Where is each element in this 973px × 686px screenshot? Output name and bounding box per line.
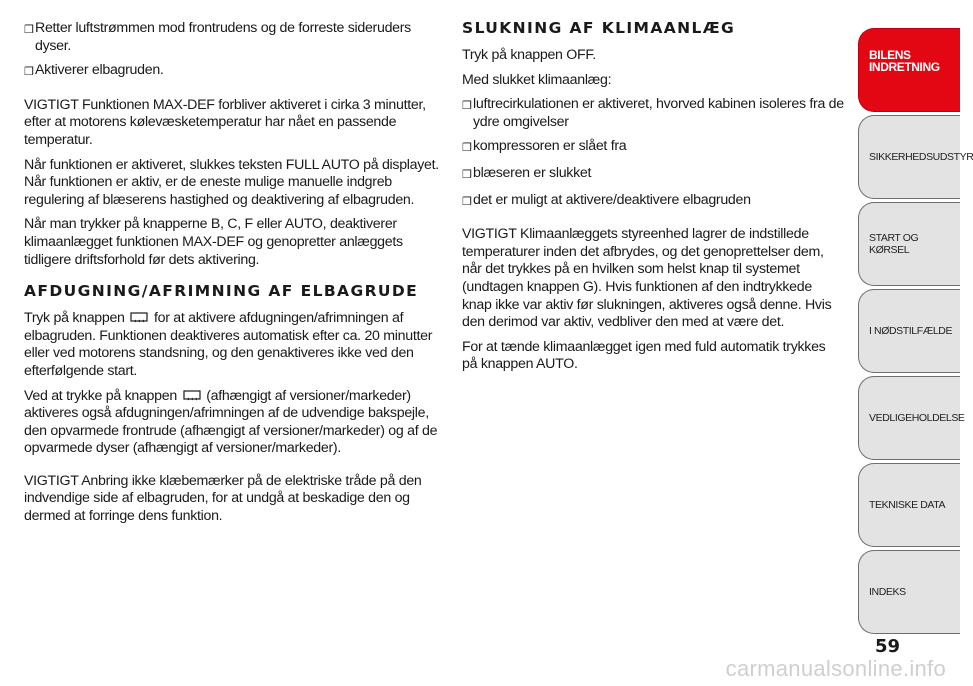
section-heading-off: SLUKNING AF KLIMAANLÆG: [462, 19, 736, 37]
paragraph-warning: VIGTIGT Anbring ikke klæbemærker på de elektriske tråde på den indvendige side af elbagruden, for at undgå at beskadige den og dermed at forringe dens funktion.: [24, 472, 422, 525]
bullet-item: [462, 138, 844, 158]
text-after-icon: for at aktivere afdugningen/afrimningen af elbagruden. Funktionen deaktiveres automatisk efter ca. 20 minutter eller ved motorens standsning, og den genaktiveres ikke ved den efterfølgende start.: [24, 310, 433, 379]
bullet-text: luftrecirkulationen er aktiveret, hvorved kabinen isoleres fra de ydre omgivelser: [473, 96, 844, 130]
section-heading-defrost: AFDUGNING/AFRIMNING AF ELBAGRUDE: [24, 282, 419, 301]
rear-defrost-icon: [130, 312, 148, 324]
paragraph-full-auto: Når funktionen er aktiveret, slukkes teksten FULL AUTO på displayet. Når funktionen er aktiv, er de eneste mulige manuelle indgreb regulering af blæserens hastighed og deaktivering af elbagruden.: [24, 156, 439, 208]
bullet-text: Retter luftstrømmen mod frontrudens og de forreste sideruders dyser.: [35, 20, 411, 54]
text-before-icon: Ved at trykke på knappen: [24, 387, 177, 404]
checkbox-bullet-icon: ❒: [24, 66, 34, 79]
paragraph-defrost-button: [24, 310, 444, 380]
bullet-item: [24, 20, 444, 55]
chapter-tabs: [858, 28, 973, 637]
tab-start-og-korsel[interactable]: START OG KØRSEL: [858, 202, 960, 286]
tab-bilens-indretning[interactable]: BILENS INDRETNING: [858, 28, 960, 112]
text-after-icon: (afhængigt af versioner/markeder) aktiveres også afdugningen/afrimningen af de udvendige bakspejle, den opvarmede frontrude (afhængigt af versioner/markeder) og af de opvarmede dyser (afhængigt af versioner/markeder).: [24, 387, 438, 457]
page-number: 59: [874, 636, 900, 657]
paragraph-mirrors: [24, 388, 444, 458]
paragraph-auto: For at tænde klimaanlægget igen med fuld automatik trykkes på knappen AUTO.: [462, 338, 826, 373]
paragraph-press-off: Tryk på knappen OFF.: [462, 47, 596, 63]
bullet-item: [24, 62, 444, 82]
bullet-text: det er muligt at aktivere/deaktivere elbagruden: [473, 191, 751, 208]
bullet-item: [462, 192, 844, 212]
checkbox-bullet-icon: ❒: [24, 24, 34, 36]
checkbox-bullet-icon: ❒: [462, 100, 472, 113]
paragraph-off-state: Med slukket klimaanlæg:: [462, 71, 612, 88]
checkbox-bullet-icon: ❒: [462, 142, 472, 155]
bullet-text: kompressoren er slået fra: [473, 138, 627, 155]
tab-tekniske-data[interactable]: TEKNISKE DATA: [858, 463, 960, 547]
bullet-text: blæseren er slukket: [473, 164, 592, 181]
tab-i-nodstilfaelde[interactable]: I NØDSTILFÆLDE: [858, 289, 960, 373]
left-column: [24, 20, 444, 533]
bullet-text: Aktiverer elbagruden.: [35, 62, 164, 79]
paragraph-buttons: Når man trykker på knapperne B, C, F eller AUTO, deaktiverer klimaanlægget funktionen MAX-DEF og genopretter anlæggets tidligere driftsforhold før dets aktivering.: [24, 216, 403, 268]
tab-indeks[interactable]: INDEKS: [858, 550, 960, 634]
right-column: [462, 20, 844, 381]
rear-defrost-icon: [183, 390, 201, 402]
bullet-item: [462, 165, 844, 185]
tab-sikkerhedsudstyr[interactable]: SIKKERHEDSUDSTYR: [858, 115, 960, 199]
checkbox-bullet-icon: ❒: [462, 168, 472, 181]
text-before-icon: Tryk på knappen: [24, 310, 125, 327]
watermark: carmanualsonline.info: [725, 656, 946, 681]
bullet-item: [462, 96, 844, 131]
tab-vedligeholdelse[interactable]: VEDLIGEHOLDELSE: [858, 376, 960, 460]
checkbox-bullet-icon: ❒: [462, 195, 472, 208]
paragraph-memory-note: VIGTIGT Klimaanlæggets styreenhed lagrer de indstillede temperaturer inden det afbrydes, og det genoprettelser dem, når det trykkes på en hvilken som helst knap til systemet (undtagen knappen G). Hvis funktionen af den indtrykkede knap ikke var aktiv før slukningen, aktiveres også denne. Hvis den derimod var aktiv, vedbliver den med at være det.: [462, 226, 832, 331]
paragraph-maxdef-note: VIGTIGT Funktionen MAX-DEF forbliver aktiveret i cirka 3 minutter, efter at motorens kølevæsketemperatur har nået en passende temperatur.: [24, 96, 426, 148]
